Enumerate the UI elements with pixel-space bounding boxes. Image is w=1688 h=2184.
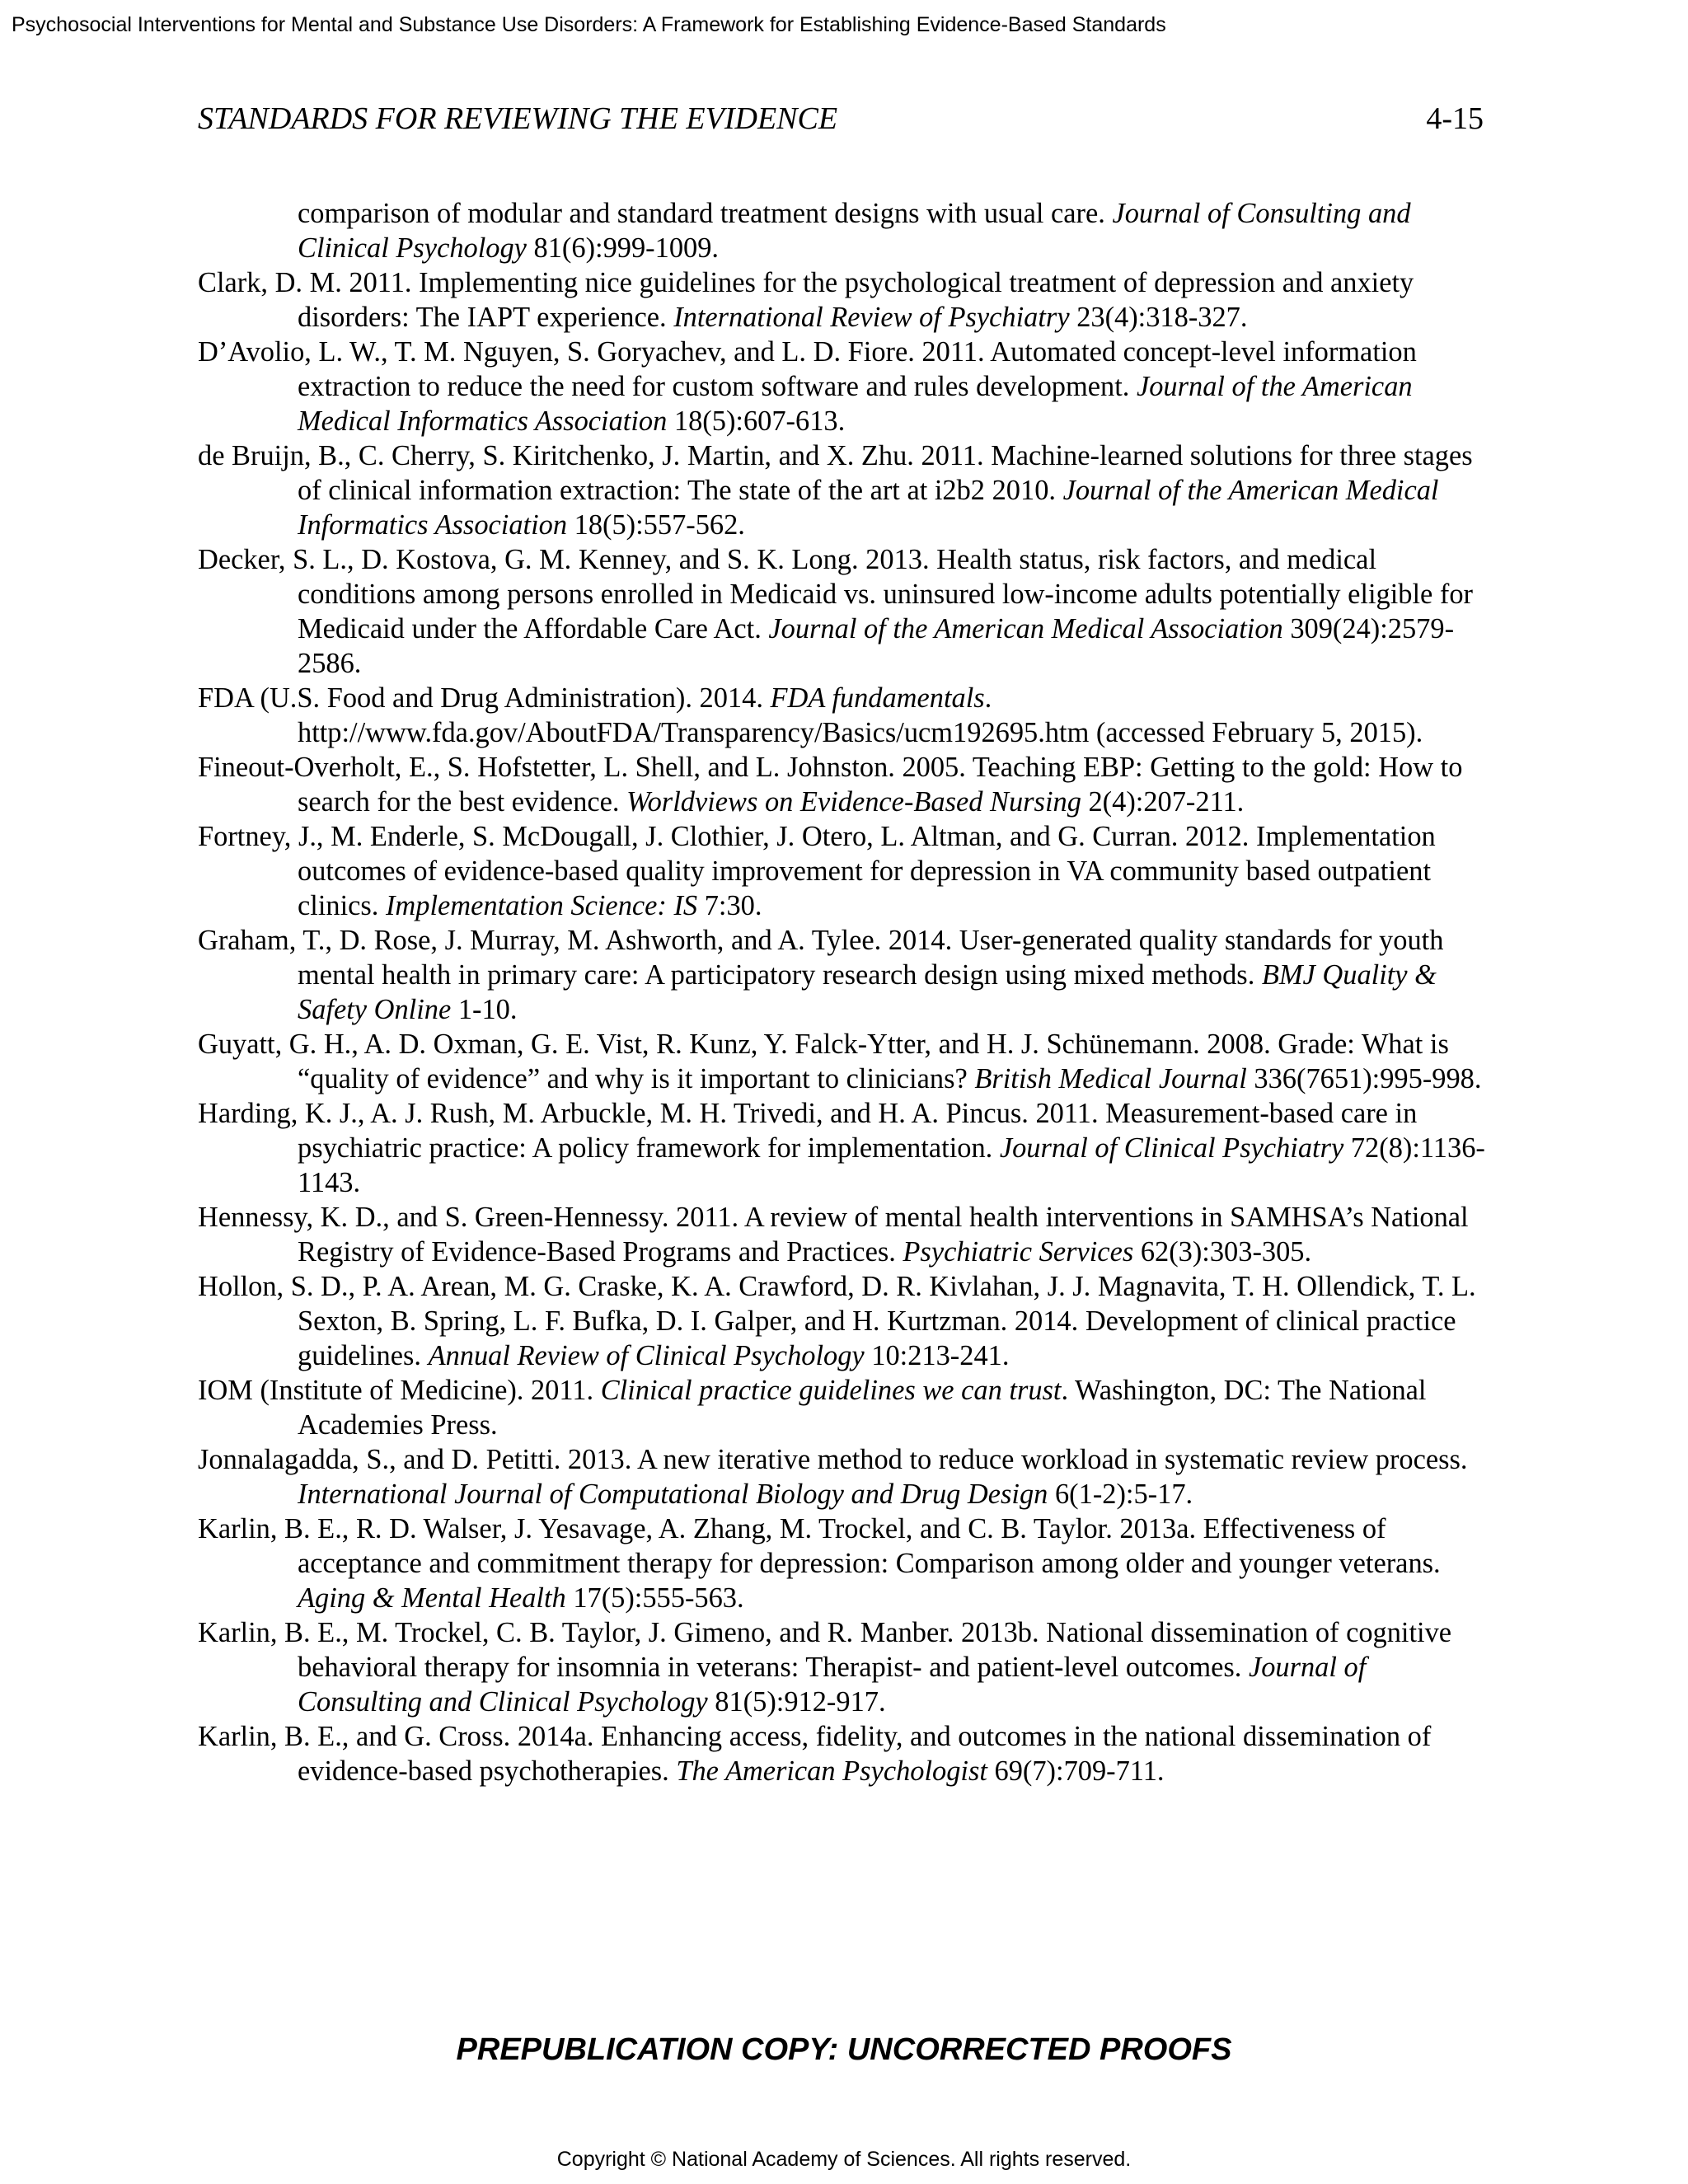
reference-text: Graham, T., D. Rose, J. Murray, M. Ashworth, and A. Tylee. 2014. User-generated quality standards for youth mental health in primary care: A participatory research design using mixed methods. <box>198 925 1444 991</box>
reference-entry <box>198 335 1488 438</box>
document-banner: Psychosocial Interventions for Mental and Substance Use Disorders: A Framework for Establishing Evidence-Based Standards <box>12 13 1166 36</box>
reference-text: Clark, D. M. 2011. Implementing nice guidelines for the psychological treatment of depression and anxiety disorders: The IAPT experience. <box>198 267 1414 333</box>
reference-journal: Clinical practice guidelines we can trust <box>600 1375 1062 1406</box>
reference-citation: 69(7):709-711. <box>987 1755 1165 1787</box>
reference-journal: Worldviews on Evidence-Based Nursing <box>626 786 1081 818</box>
reference-text: Guyatt, G. H., A. D. Oxman, G. E. Vist, R. Kunz, Y. Falck-Ytter, and H. J. Schünemann. 2008. Grade: What is “quality of evidence” and why is it important to clinicians? <box>198 1029 1449 1094</box>
reference-citation: 2(4):207-211. <box>1081 786 1245 818</box>
reference-journal: International Review of Psychiatry <box>673 302 1070 333</box>
reference-text: Karlin, B. E., R. D. Walser, J. Yesavage, A. Zhang, M. Trockel, and C. B. Taylor. 2013a. Effectiveness of acceptance and commitment therapy for depression: Comparison among older and younger veterans. <box>198 1513 1441 1579</box>
reference-journal: The American Psychologist <box>676 1755 987 1787</box>
reference-citation: . Washington, DC: The National Academies Press. <box>298 1375 1427 1441</box>
reference-entry <box>198 542 1488 681</box>
reference-citation: 1-10. <box>451 994 518 1025</box>
reference-journal: Journal of Consulting and Clinical Psychology <box>298 1652 1367 1718</box>
reference-entry <box>198 923 1488 1027</box>
reference-journal: International Journal of Computational Biology and Drug Design <box>298 1479 1048 1510</box>
reference-journal: Implementation Science: IS <box>385 890 698 921</box>
reference-journal: BMJ Quality & Safety Online <box>298 959 1437 1025</box>
reference-entry <box>198 438 1488 542</box>
reference-citation: 72(8):1136-1143. <box>298 1132 1485 1198</box>
reference-journal: British Medical Journal <box>974 1063 1247 1094</box>
reference-citation: 81(6):999-1009. <box>526 232 719 264</box>
reference-citation: 7:30. <box>697 890 762 921</box>
reference-citation: 336(7651):995-998. <box>1246 1063 1482 1094</box>
reference-text: Jonnalagadda, S., and D. Petitti. 2013. A new iterative method to reduce workload in systematic review process. <box>198 1444 1468 1475</box>
copyright-notice: Copyright © National Academy of Sciences. All rights reserved. <box>556 2148 1132 2171</box>
reference-entry <box>198 750 1488 819</box>
reference-entry <box>198 265 1488 335</box>
reference-text: Hollon, S. D., P. A. Arean, M. G. Craske, K. A. Crawford, D. R. Kivlahan, J. J. Magnavita, T. H. Ollendick, T. L. Sexton, B. Spring, L. F. Bufka, D. I. Galper, and H. Kurtzman. 2014. Development of clinical practice guidelines. <box>198 1271 1476 1371</box>
reference-entry <box>198 681 1488 750</box>
reference-text: Hennessy, K. D., and S. Green-Hennessy. 2011. A review of mental health interventions in SAMHSA’s National Registry of Evidence-Based Programs and Practices. <box>198 1202 1469 1268</box>
reference-citation: 309(24):2579-2586. <box>298 613 1455 679</box>
reference-journal: Annual Review of Clinical Psychology <box>428 1340 865 1371</box>
reference-journal: Psychiatric Services <box>903 1236 1134 1268</box>
reference-entry <box>198 1200 1488 1269</box>
reference-citation: 23(4):318-327. <box>1069 302 1248 333</box>
reference-journal: Journal of the American Medical Association <box>768 613 1283 644</box>
reference-citation: 10:213-241. <box>864 1340 1010 1371</box>
reference-entry <box>198 1442 1488 1511</box>
reference-entry <box>198 1269 1488 1373</box>
prepublication-notice: PREPUBLICATION COPY: UNCORRECTED PROOFS <box>456 2032 1232 2067</box>
reference-list <box>198 196 1488 1788</box>
reference-text: D’Avolio, L. W., T. M. Nguyen, S. Goryachev, and L. D. Fiore. 2011. Automated concept-level information extraction to reduce the need for custom software and rules development. <box>198 336 1417 402</box>
reference-text: de Bruijn, B., C. Cherry, S. Kiritchenko, J. Martin, and X. Zhu. 2011. Machine-learned solutions for three stages of clinical information extraction: The state of the art at i2b2 2010. <box>198 440 1473 506</box>
reference-entry <box>198 1096 1488 1200</box>
reference-journal: Journal of Consulting and Clinical Psychology <box>298 198 1411 264</box>
page-number: 4-15 <box>1426 101 1484 136</box>
reference-text: Harding, K. J., A. J. Rush, M. Arbuckle, M. H. Trivedi, and H. A. Pincus. 2011. Measurement-based care in psychiatric practice: A policy framework for implementation. <box>198 1098 1418 1164</box>
reference-journal: FDA fundamentals <box>770 682 985 714</box>
reference-citation: 81(5):912-917. <box>707 1686 886 1718</box>
running-head-title: STANDARDS FOR REVIEWING THE EVIDENCE <box>198 101 838 136</box>
reference-text: Karlin, B. E., M. Trockel, C. B. Taylor, J. Gimeno, and R. Manber. 2013b. National dissemination of cognitive behavioral therapy for insomnia in veterans: Therapist- and patient-level outcomes. <box>198 1617 1452 1683</box>
reference-citation: 18(5):557-562. <box>567 509 745 541</box>
reference-entry <box>198 1719 1488 1788</box>
reference-text: IOM (Institute of Medicine). 2011. <box>198 1375 601 1406</box>
reference-entry <box>198 1511 1488 1615</box>
reference-entry <box>198 1027 1488 1096</box>
reference-entry <box>198 1615 1488 1719</box>
reference-journal: Journal of the American Medical Informatics Association <box>298 475 1439 541</box>
reference-text: comparison of modular and standard treatment designs with usual care. <box>298 198 1113 229</box>
reference-text: Decker, S. L., D. Kostova, G. M. Kenney, and S. K. Long. 2013. Health status, risk factors, and medical conditions among persons enrolled in Medicaid vs. uninsured low-income adults potentially eligible for Medicaid under the Affordable Care Act. <box>198 544 1473 644</box>
reference-text: Karlin, B. E., and G. Cross. 2014a. Enhancing access, fidelity, and outcomes in the national dissemination of evidence-based psychotherapies. <box>198 1721 1432 1787</box>
reference-entry <box>198 196 1488 265</box>
reference-journal: Journal of the American Medical Informatics Association <box>298 371 1413 437</box>
reference-text: Fortney, J., M. Enderle, S. McDougall, J. Clothier, J. Otero, L. Altman, and G. Curran. 2012. Implementation outcomes of evidence-based quality improvement for depression in VA community based outpatient clinics. <box>198 821 1436 921</box>
reference-entry <box>198 819 1488 923</box>
reference-citation: 18(5):607-613. <box>667 405 846 437</box>
reference-journal: Journal of Clinical Psychiatry <box>999 1132 1344 1164</box>
reference-text: FDA (U.S. Food and Drug Administration). 2014. <box>198 682 771 714</box>
reference-citation: 62(3):303-305. <box>1133 1236 1312 1268</box>
reference-journal: Aging & Mental Health <box>298 1582 566 1614</box>
reference-entry <box>198 1373 1488 1442</box>
reference-text: Fineout-Overholt, E., S. Hofstetter, L. Shell, and L. Johnston. 2005. Teaching EBP: Getting to the gold: How to search for the best evidence. <box>198 752 1463 818</box>
reference-citation: . http://www.fda.gov/AboutFDA/Transparency/Basics/ucm192695.htm (accessed February 5, 2015). <box>298 682 1423 748</box>
reference-citation: 17(5):555-563. <box>565 1582 744 1614</box>
reference-citation: 6(1-2):5-17. <box>1048 1479 1193 1510</box>
